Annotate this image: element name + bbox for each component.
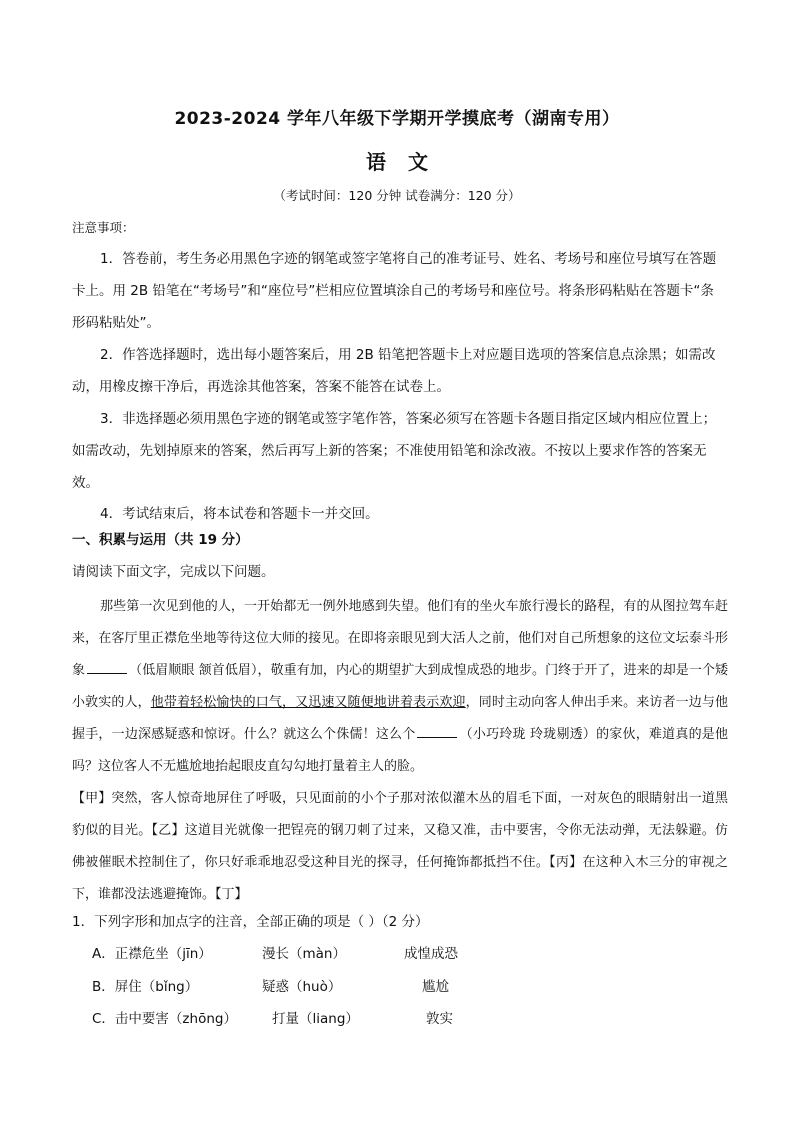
section-heading: 一、积累与运用（共 19 分） — [72, 532, 249, 548]
fill-blank-1[interactable] — [87, 661, 127, 674]
passage-paragraph-2: 【甲】突然，客人惊奇地屏住了呼吸，只见面前的小个子那对浓似灌木丛的眉毛下面，一对灰色的眼睛射出一道黑豹似的目光。【乙】这道目光就像一把锃亮的钢刀刺了过来，又稳又准，击中要害，令你无法动弹，无法躲避。仿佛被催眠术控制住了，你只好乖乖地忍受这种目光的探寻，任何掩饰都抵挡不住。【丙】在这种入木三分的审视之下，谁都没法逃避掩饰。【丁】 — [72, 791, 728, 902]
reading-prompt: 请阅读下面文字，完成以下问题。 — [72, 564, 275, 580]
notice-item-1: 1．答卷前，考生务必用黑色字迹的钢笔或签字笔将自己的准考证号、姓名、考场号和座位号填写在答题卡上。用 2B 铅笔在“考场号”和“座位号”栏相应位置填涂自己的考场号和座位号。将条形码粘贴在答题卡“条形码粘贴处”。 — [72, 251, 717, 331]
notice-item-4: 4．考试结束后，将本试卷和答题卡一并交回。 — [100, 506, 379, 522]
reading-passage: 那些第一次见到他的人，一开始都无一例外地感到失望。他们有的坐火车旅行漫长的路程，有的从图拉驾车赶来，在客厅里正襟危坐地等待这位大师的接见。在即将亲眼见到大活人之前，他们对自己所想象的这位文坛泰斗形象 （低眉顺眼 颔首低眉），敬重有加，内心的期望扩大到成惶成恐的地步。门终于开了，进来的却是一个矮小敦实的人，他带着轻松愉快的口气，又迅速又随便地讲着表示欢迎，同时主动向客人伸出手来。来访者一边与他握手，一边深感疑惑和惊讶。什么？就这么个侏儒！这么个 （小巧玲珑 玲珑剔透）的家伙，难道真的是他吗？这位客人不无尴尬地抬起眼皮直勾勾地打量着主人的脸。 【甲】突然，客人惊奇地屏住了呼吸，只见面前的小个子那对浓似灌木丛的眉毛下面，一对灰色的眼睛射出一道黑豹似的目光。【乙】这道目光就像一把锃亮的钢刀刺了过来，又稳又准，击中要害，令你无法动弹，无法躲避。仿佛被催眠术控制住了，你只好乖乖地忍受这种目光的探寻，任何掩饰都抵挡不住。【丙】在这种入木三分的审视之下，谁都没法逃避掩饰。【丁】 — [72, 599, 728, 902]
exam-meta: （考试时间：120 分钟 试卷满分：120 分） — [273, 188, 521, 203]
question-1: 1．下列字形和加点字的注音，全部正确的项是（ ）（2 分） — [72, 914, 429, 930]
notice-item-3: 3．非选择题必须用黑色字迹的钢笔或签字笔作答，答案必须写在答题卡各题目指定区域内相应位置上；如需改动，先划掉原来的答案，然后再写上新的答案；不准使用铅笔和涂改液。不按以上要求作答的答案无效。 — [72, 411, 717, 491]
notice-item-2: 2．作答选择题时，选出每小题答案后，用 2B 铅笔把答题卡上对应题目选项的答案信息点涂黑；如需改动，用橡皮擦干净后，再选涂其他答案，答案不能答在试卷上。 — [72, 347, 716, 395]
notice-heading: 注意事项： — [72, 220, 135, 235]
page-title: 2023-2024 学年八年级下学期开学摸底考（湖南专用） — [174, 109, 620, 129]
underlined-sentence: 他带着轻松愉快的口气，又迅速又随便地讲着表示欢迎 — [150, 695, 466, 710]
subject-title: 语文 — [366, 150, 450, 174]
fill-blank-2[interactable] — [417, 725, 457, 738]
exam-page: 2023-2024 学年八年级下学期开学摸底考（湖南专用） 语文 （考试时间：120 分钟 试卷满分：120 分） 注意事项： 1．答卷前，考生务必用黑色字迹的钢笔或签字笔将自己的准考证号、姓名、考场号和座位号填写在答题卡上。用 2B 铅笔在“考场号”和“座位号”栏相应位置填涂自己的考场号和座位号。将条形码粘贴在答题卡“条形码粘贴处”。 2．作答选择题时，选出每小题答案后，用 2B 铅笔把答题卡上对应题目选项的答案信息点涂黑；如需改动，用橡皮擦干净后，再选涂其他答案，答案不能答在试卷上。 3．非选择题必须用黑色字迹的钢笔或签字笔作答，答案必须写在答题卡各题目指定区域内相应位置上；如需改动，先划掉原来的答案，然后再写上新的答案；不准使用铅笔和涂改液。不按以上要求作答的答案无效。 4．考试结束后，将本试卷和答题卡一并交回。 一、积累与运用（共 19 分） 请阅读下面文字，完成以下问题。 那些第一次见到他的人，一开始都无一例外地感到失望。他们有的坐火车旅行漫长的路程，有的从图拉驾车赶来，在客厅里正襟危坐地等待这位大师的接见。在即将亲眼见到大活人之前，他们对自己所想象的这位文坛泰斗形象 （低眉顺眼 颔首低眉），敬重有加，内心的期望扩大到成惶成恐的地步。门终于开了，进来的却是一个矮小敦实的人，他带着轻松愉快的口气，又迅速又随便地讲着表示欢迎，同时主动向客人伸出手来。来访者一边与他握手，一边深感疑惑和惊讶。什么？就这么个侏儒！这么个 （小巧玲珑 玲珑剔透）的家伙，难道真的是他吗？这位客人不无尴尬地抬起眼皮直勾勾地打量着主人的脸。 【甲】突然，客人惊奇地屏住了呼吸，只见面前的小个子那对浓似灌木丛的眉毛下面，一对灰色的眼睛射出一道黑豹似的目光。【乙】这道目光就像一把锃亮的钢刀刺了过来，又稳又准，击中要害，令你无法动弹，无法躲避。仿佛被催眠术控制住了，你只好乖乖地忍受这种目光的探寻，任何掩饰都抵挡不住。【丙】在这种入木三分的审视之下，谁都没法逃避掩饰。【丁】 1．下列字形和加点字的注音，全部正确的项是（ ）（2 分） A．正襟危坐（jīn） 漫长（màn） 成惶成恐 B．屏住（bǐng） 疑惑（huò） 尴尬 C．击中要害（zhōng） 打量（liang） 敦实 — [0, 0, 794, 1123]
